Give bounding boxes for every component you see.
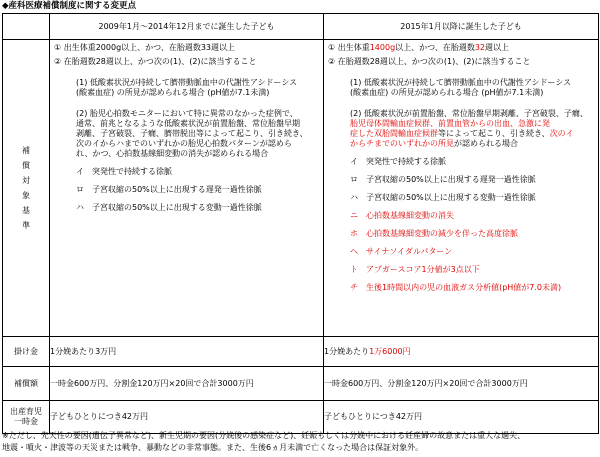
header-old: 2009年1月～2014年12月までに誕生した子ども [50, 14, 324, 40]
new-pattern-to: ト アプガースコア1分値が3点以下 [350, 265, 480, 274]
old-pattern-ro: ロ 子宮収縮の50%以上に出現する遅発一過性徐脈 [76, 185, 262, 194]
new-sub-1-line-b: (酸素血症) の所見が認められる場合 (pH値が7.1未満) [350, 88, 544, 97]
compensation-new: 一時金600万円、分割金120万円×20回で合計3000万円 [324, 367, 599, 401]
old-sub-2-line-d: 次のイからハまでのいずれかの胎児心拍数パターンが認めら [76, 139, 292, 148]
new-pattern-chi: チ 生後1時間以内の児の血液ガス分析値(pH値が7.0未満) [350, 283, 562, 292]
new-sub-2 [328, 109, 595, 149]
new-condition-1-post: 週以上 [485, 43, 510, 52]
compensation-old: 一時金600万円、分割金120万円×20回で合計3000万円 [50, 367, 324, 401]
new-pattern-ro: ロ 子宮収縮の50%以上に出現する遅発一過性徐脈 [350, 175, 536, 184]
new-sub-2-line-d-post: が認められる場合 [454, 139, 518, 148]
footnote-line-2: 地震・噴火・津波等の天災または戦争、暴動などの非常事態。また、生後6ヵ月未満で亡くなった場合は保証対象外。 [2, 443, 424, 452]
new-patterns [328, 157, 595, 293]
new-pattern-he: ヘ サイナソイダルパターン [350, 247, 453, 256]
new-condition-2: ② 在胎週数28週以上、かつ次の(1)、(2)に該当すること [328, 57, 531, 66]
old-sub-2 [54, 109, 320, 159]
new-sub-2-line-c-post: 等によって起こり、引き続き、 [438, 129, 550, 138]
header-corner [3, 14, 50, 40]
new-sub-2-line-a: (2) 低酸素状況が前置胎盤、常位胎盤早期剥離、子宮破裂、子癇、 [350, 109, 588, 118]
new-pattern-ha: ハ 子宮収縮の50%以上に出現する変動一過性徐脈 [350, 193, 536, 202]
lumpsum-label-line-b: 一時金 [14, 417, 38, 426]
old-patterns [54, 167, 320, 213]
new-sub-2-line-c [350, 129, 595, 139]
new-condition-1-pre: ① 出生体重 [328, 43, 370, 52]
lumpsum-label [3, 401, 50, 434]
old-sub-1-line-b: (酸素血症) の所見が認められる場合 (pH値が7.1未満) [76, 88, 270, 97]
lumpsum-new: 子どもひとりにつき42万円 [324, 401, 599, 434]
old-sub-2-line-b: 通常、前兆となるような低酸素状況が前置胎盤、常位胎盤早期 [76, 119, 300, 128]
header-new: 2015年1月以降に誕生した子ども [324, 14, 599, 40]
new-condition-1 [328, 43, 595, 53]
criteria-label: 補償対象基準 [22, 146, 30, 230]
premium-new [324, 337, 599, 367]
compensation-label: 補償額 [3, 367, 50, 401]
old-sub-1 [54, 78, 320, 98]
new-pattern-ni: ニ 心拍数基線細変動の消失 [350, 211, 454, 220]
lumpsum-row [3, 401, 599, 434]
compensation-row [3, 367, 599, 401]
new-weight-value: 1400g [369, 43, 396, 52]
new-sub-2-line-c-red: 症した双胎間輸血症候群 [350, 129, 438, 138]
footnote-line-1: ※ただし、先天性の要因(遺伝子異常など)、新生児期の要因(分娩後の感染症など)、妊娠もしくは分娩中における妊産婦の故意または重大な過失、 [2, 431, 526, 440]
new-weeks-value: 32 [474, 43, 486, 52]
old-sub-2-line-c: 剥離、子宮破裂、子癇、臍帯脱出等によって起こり、引き続き、 [76, 129, 308, 138]
criteria-row [3, 40, 599, 337]
old-pattern-ha: ハ 子宮収縮の50%以上に出現する変動一過性徐脈 [76, 203, 262, 212]
header-row [3, 14, 599, 40]
criteria-label-cell [3, 40, 50, 337]
old-pattern-i: イ 突発性で持続する徐脈 [76, 167, 172, 176]
new-sub-2-line-d-red: からチまでのいずれかの所見 [350, 139, 454, 148]
new-sub-1 [328, 78, 595, 98]
criteria-old-cell [50, 40, 324, 337]
old-condition-2: ② 在胎週数28週以上、かつ次の(1)、(2)に該当すること [54, 57, 257, 66]
comparison-table [2, 13, 599, 434]
old-condition-1: ① 出生体重2000g以上、かつ、在胎週数33週以上 [54, 43, 236, 52]
criteria-new-cell [324, 40, 599, 337]
lumpsum-label-line-a: 出産育児 [10, 407, 42, 416]
new-pattern-ho: ホ 心拍数基線細変動の減少を伴った高度徐脈 [350, 229, 518, 238]
premium-row [3, 337, 599, 367]
old-sub-1-line-a: (1) 低酸素状況が持続して臍帯動脈血中の代謝性アシドーシス [76, 78, 298, 87]
new-sub-2-line-b: 胎児母体間輸血症候群、前置血管からの出血、急激に発 [350, 119, 550, 128]
new-condition-1-mid: 以上、かつ、在胎週数 [395, 43, 475, 52]
new-sub-2-line-c-red2: 次のイ [549, 129, 574, 138]
new-pattern-i: イ 突発性で持続する徐脈 [350, 157, 446, 166]
new-sub-2-line-d [350, 139, 595, 149]
footnote [2, 430, 600, 454]
premium-old: 1分娩あたり3万円 [50, 337, 324, 367]
old-sub-2-line-a: (2) 胎児心拍数モニターにおいて特に異常のなかった症例で、 [76, 109, 298, 118]
new-sub-1-line-a: (1) 低酸素状況が持続して臍帯動脈血中の代謝性アシドーシス [350, 78, 572, 87]
premium-new-pre: 1分娩あたり [324, 346, 370, 356]
premium-new-value: 1万6000円 [369, 346, 411, 356]
lumpsum-old: 子どもひとりにつき42万円 [50, 401, 324, 434]
premium-label: 掛け金 [3, 337, 50, 367]
old-sub-2-line-e: れ、かつ、心拍数基線細変動の消失が認められる場合 [76, 149, 269, 158]
page-title: ◆産科医療補償制度に関する変更点 [2, 1, 137, 11]
